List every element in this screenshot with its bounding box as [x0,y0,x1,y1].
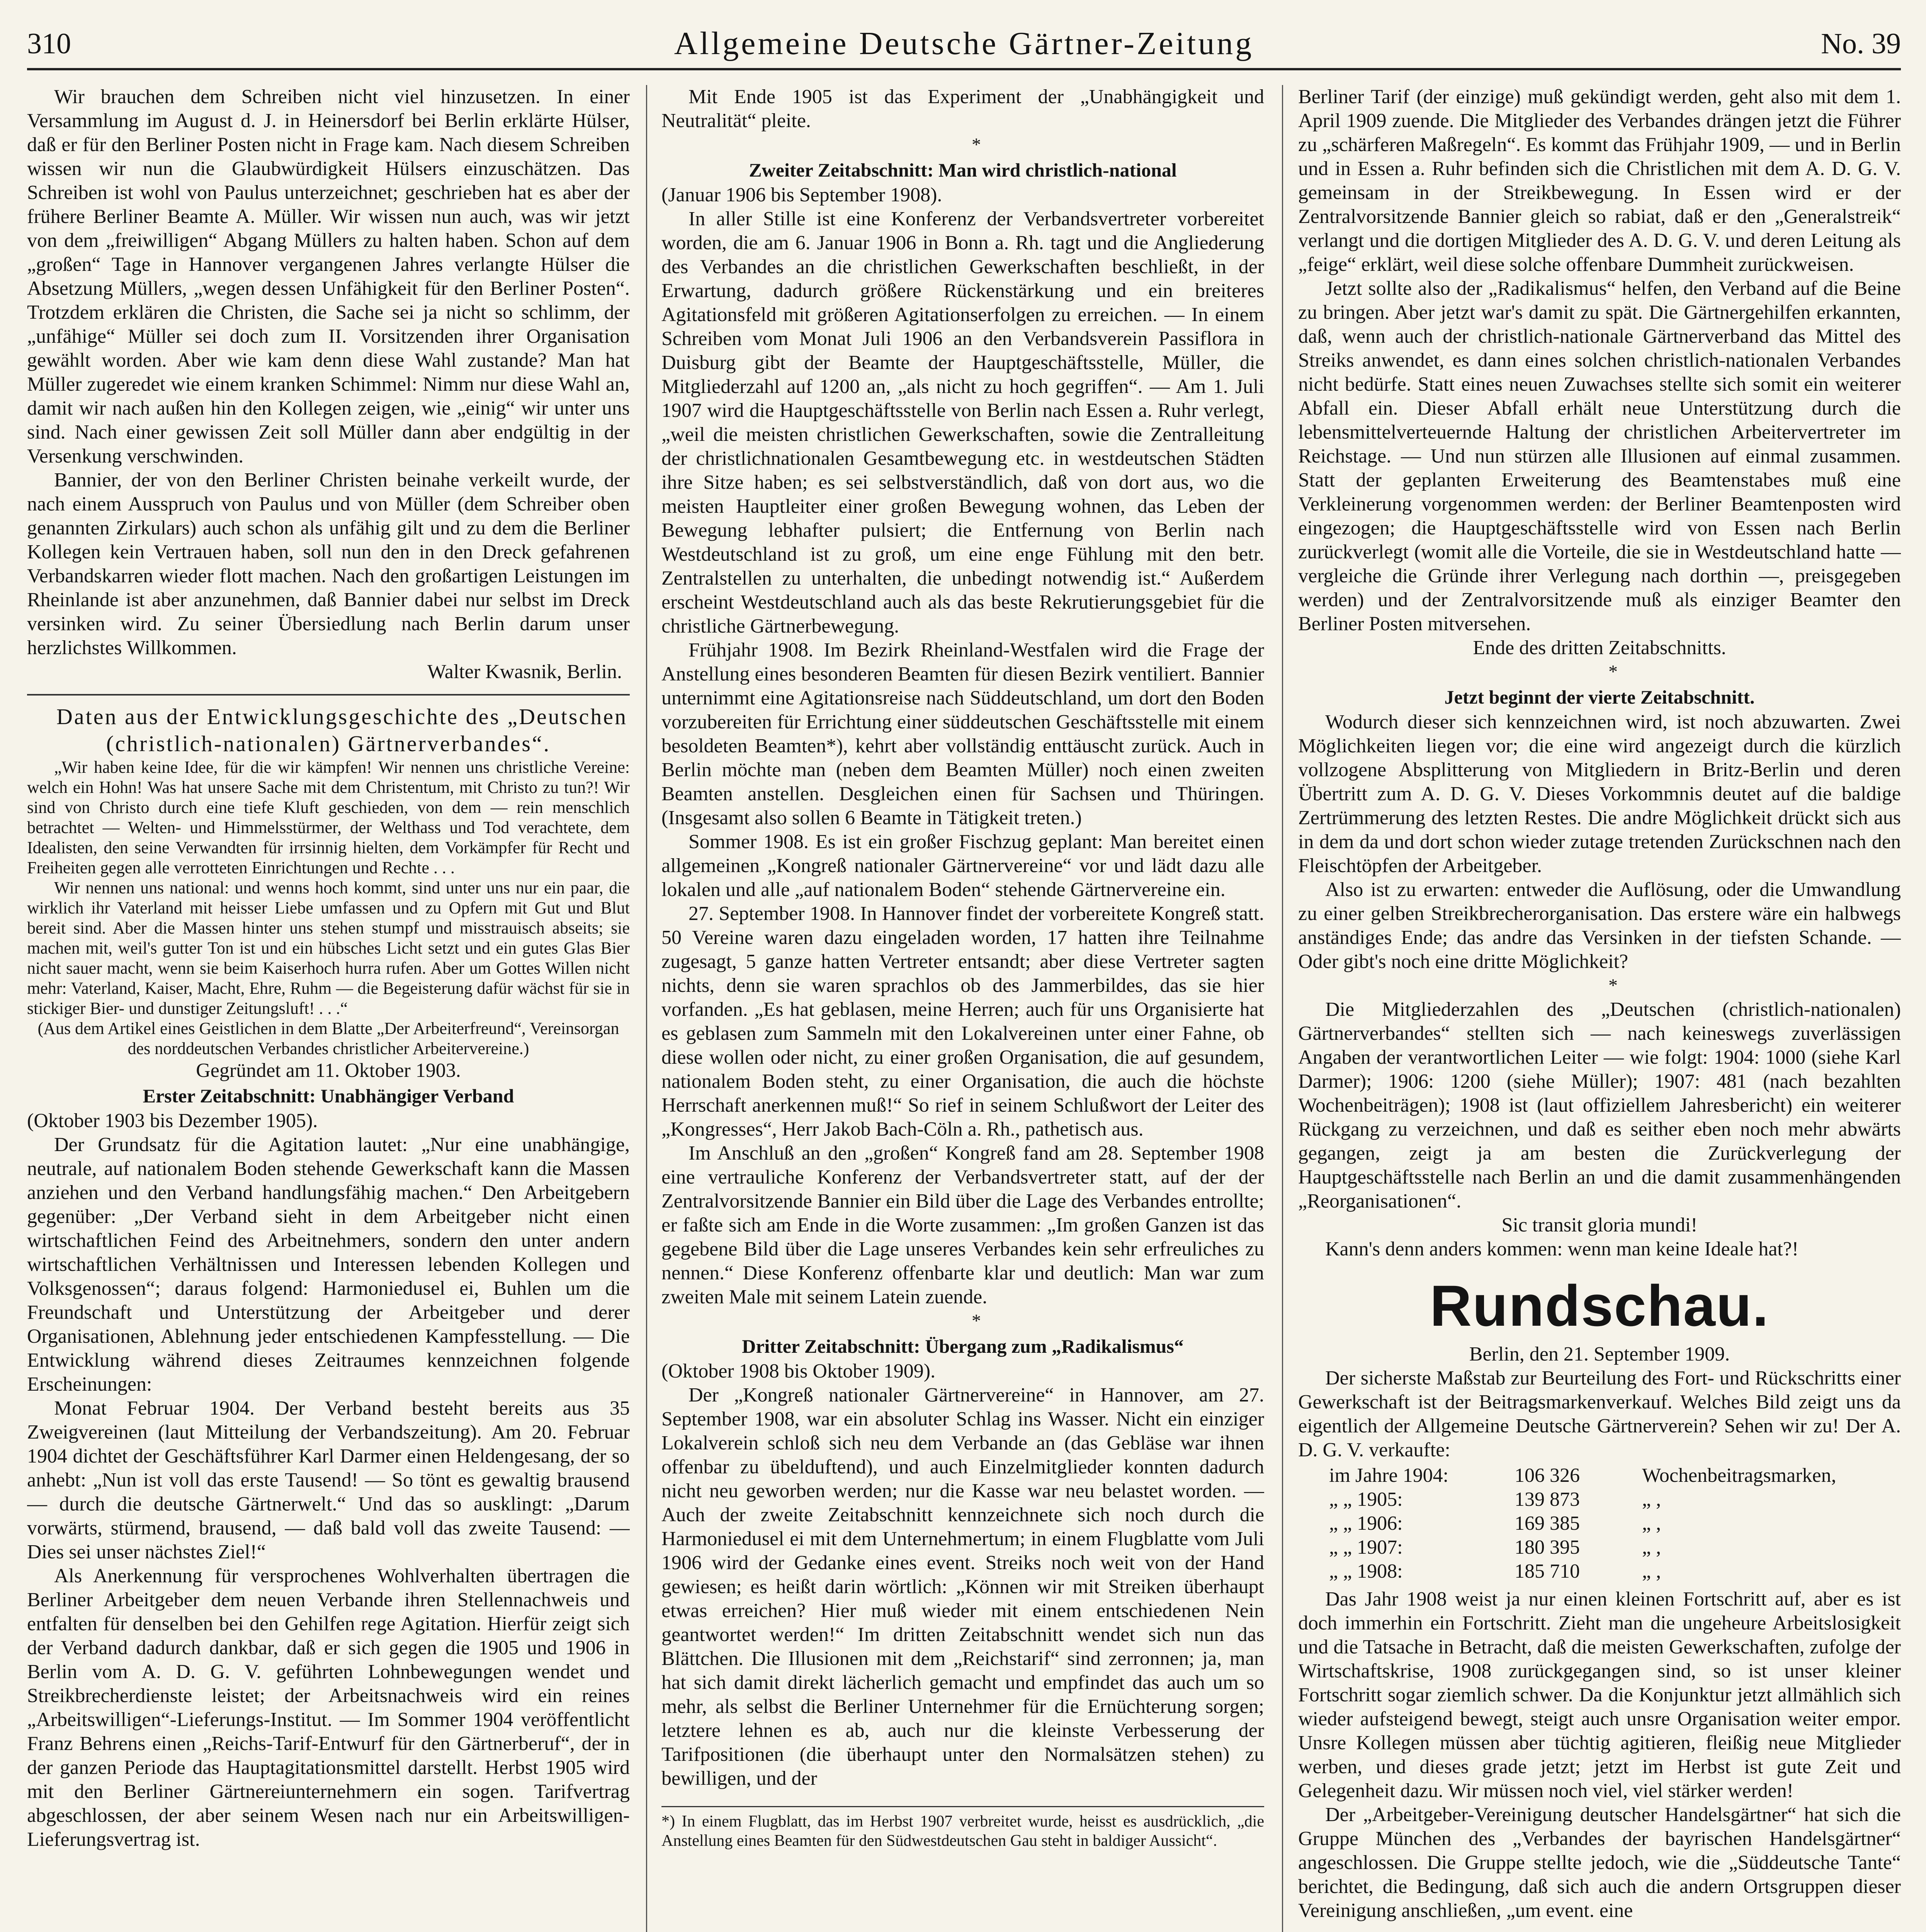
sales-value: 169 385 [1515,1512,1580,1534]
paragraph: Der „Arbeitgeber-Vereinigung deutscher Handelsgärtner“ hat sich die Gruppe München des „Verbandes der bayrischen Handelsgärtner“ angeschlossen. Die Gruppe stellte jedoch, wie die „Süddeutsche Tante“ berichtet, die Bedingung, daß sich auch die andern Ortsgruppen dieser Vereinigung anschließen, „um event. eine [1298,1804,1901,1922]
sales-row [1298,1488,1901,1512]
sales-year: „ „ 1905: [1329,1488,1403,1510]
sales-unit: „ , [1642,1560,1661,1582]
paragraph: Als Anerkennung für versprochenes Wohlverhalten übertragen die Berliner Arbeitgeber dem neuen Verbande ihren Stellennachweis und entfalten für denselben bei den Gehilfen rege Agitation. Hierfür zeigt sich der Verband dadurch dankbar, daß er sich gegen die 1905 und 1906 in Berlin vom A. D. G. V. geführten Lohnbewegungen wendet und Streikbrecherdienste leistet; der Arbeitsnachweis wird ein reines „Arbeitswilligen“-Lieferungs-Institut. — Im Sommer 1904 veröffentlicht Franz Behrens einen „Reichs-Tarif-Entwurf für den Gärtnerberuf“, der in der ganzen Periode das Hauptagitationsmittel darstellt. Herbst 1905 wird mit den Berliner Gärtnereiunternehmern ein sogen. Tarifvertrag abgeschlossen, der aber seinem Wesen nach nur ein Arbeitswilligen-Lieferungsvertrag ist. [27,1565,630,1850]
paragraph: Also ist zu erwarten: entweder die Auflösung, oder die Umwandlung zu einer gelben Streikbrecherorganisation. Das erstere wäre ein halbwegs anständiges Ende; das andre das Versinken in der tiefsten Schande. — Oder gibt's noch eine dritte Möglichkeit? [1298,879,1901,973]
paragraph: In aller Stille ist eine Konferenz der Verbandsvertreter vorbereitet worden, die am 6. Januar 1906 in Bonn a. Rh. tagt und die Angliederung des Verbandes an die christlichen Gewerkschaften beschließt, in der Erwartung, dadurch größere Rückenstärkung und ein breiteres Agitationsfeld mit größeren Agitationserfolgen zu erreichen. — In einem Schreiben vom Monat Juli 1906 an den Verbandsverein Passiflora in Duisburg gibt der Beamte der Hauptgeschäftsstelle, Müller, die Mitgliederzahl auf 1200 an, „als nicht zu hoch gegriffen“. — Am 1. Juli 1907 wird die Hauptgeschäftsstelle von Berlin nach Essen a. Ruhr verlegt, „weil die meisten christlichen Gewerkschaften, sowie die Zentralleitung der christlichnationalen Gesamtbewegung etc. in westdeutschen Städten ihre Sitze haben; es sei selbstverständlich, daß von dort aus, wo die meisten Hauptleiter einer großen Bewegung wohnen, das Leben der Bewegung lebhafter pulsiert; die Entfernung von Berlin nach Westdeutschland ist zu groß, um eine enge Fühlung mit den betr. Zentralstellen zu unterhalten, die unbedingt notwendig ist.“ Außerdem erscheint Westdeutschland auch als das beste Rekrutierungsgebiet für die christliche Gärtnerbewegung. [661,208,1264,637]
separator-star: * [1608,975,1618,996]
column-1 [27,85,630,1932]
paragraph: Mit Ende 1905 ist das Experiment der „Unabhängigkeit und Neutralität“ pleite. [661,86,1264,132]
newspaper-title: Allgemeine Deutsche Gärtner-Zeitung [674,26,1254,61]
paragraph: Kann's denn anders kommen: wenn man keine Ideale hat?! [1325,1238,1799,1260]
paragraph: Wir brauchen dem Schreiben nicht viel hinzusetzen. In einer Versammlung im August d. J. in Heinersdorf bei Berlin erklärte Hülser, daß er für den Berliner Posten nicht in Frage kam. Nach diesem Schreiben wissen wir nun die Glaubwürdigkeit Hülsers einzuschätzen. Das Schreiben ist wohl von Paulus unterzeichnet; geschrieben hat es aber der frühere Berliner Beamte A. Müller. Wir wissen nun auch, was wir jetzt von dem „freiwilligen“ Abgang Müllers zu halten haben. Schon auf dem „großen“ Tage in Hannover vergangenen Jahres verlangte Hülser die Absetzung Müllers, „wegen dessen Unfähigkeit für den Berliner Posten“. Trotzdem erklären die Christen, die Sache sei ja nicht so schlimm, der „unfähige“ Müller sei doch zum II. Vorsitzenden ihrer Organisation gewählt worden. Aber wie kam denn diese Wahl zustande? Man hat Müller zugeredet wie einem kranken Schimmel: Nimm nur diese Wahl an, damit wir nach außen hin den Kollegen zeigen, wie „einig“ wir unter uns sind. Nach einer gewissen Zeit soll Müller dann aber endgültig in der Versenkung verschwinden. [27,86,630,467]
sales-year: „ „ 1906: [1329,1512,1403,1534]
paragraph: Sommer 1908. Es ist ein großer Fischzug geplant: Man bereitet einen allgemeinen „Kongreß nationaler Gärtnervereine“ vor und lädt dazu alle lokalen und alle „auf nationalem Boden“ stehende Gärtnervereine ein. [661,831,1264,901]
paragraph: Sic transit gloria mundi! [1501,1214,1698,1236]
section-2-dates: (Januar 1906 bis September 1908). [661,184,942,206]
page-number: 310 [27,27,71,60]
sales-value: 180 395 [1515,1536,1580,1558]
article-heading: Daten aus der Entwicklungsgeschichte des „Deutschen (christlich-nationalen) Gärtnerverbandes“. [56,704,627,756]
separator-star: * [972,1311,981,1331]
footnote: *) In einem Flugblatt, das im Herbst 1907 verbreitet wurde, heisst es ausdrücklich, „die Anstellung eines Beamten für den Südwestdeutschen Gau steht in baldiger Aussicht“. [661,1806,1264,1850]
section-rule [27,694,630,696]
paragraph: Berliner Tarif (der einzige) muß gekündigt werden, geht also mit dem 1. April 1909 zuende. Die Mitglieder des Verbandes drängen jetzt die Führer zu „schärferen Maßregeln“. Es kommt das Frühjahr 1909, — und in Berlin und in Essen a. Ruhr befinden sich die Christlichen mit dem A. D. G. V. gemeinsam in der Streikbewegung. In Essen wird er der Zentralvorsitzende Bannier gleich so rabiat, daß er den „Generalstreik“ verlangt und die dortigen Mitglieder des A. D. G. V. und deren Leitung als „feige“ erklärt, weil diese solche offenbare Dummheit zurückweisen. [1298,86,1901,276]
section-4-title: Jetzt beginnt der vierte Zeitabschnitt. [1444,686,1755,708]
paragraph: Der Grundsatz für die Agitation lautet: „Nur eine unabhängige, neutrale, auf nationalem Boden stehende Gewerkschaft kann die Massen anziehen und den Verband handlungsfähig machen.“ Den Arbeitgebern gegenüber: „Der Verband sieht in dem Arbeitgeber nicht einen wirtschaftlichen Feind des Arbeitnehmers, sondern den unter andern wirtschaftlichen Verhältnissen und Interessen lebenden Kollegen und Volksgenossen“; daraus folgend: Harmoniedusel ei, Buhlen um die Freundschaft und Unterstützung der Arbeitgeber und derer Organisationen, Ablehnung jeder entschiedenen Kampfesstellung. — Die Entwicklung während dieses Zeitraumes kennzeichnen folgende Erscheinungen: [27,1134,630,1395]
sales-unit: Wochenbeitragsmarken, [1642,1464,1836,1486]
paragraph: Wodurch dieser sich kennzeichnen wird, ist noch abzuwarten. Zwei Möglichkeiten liegen vor; die eine wird angezeigt durch die kürzlich vollzogene Absplitterung von Mitgliedern in Britz-Berlin und deren Übertritt zum A. D. G. V. Dieses Vorkommnis deutet auf die baldige Zertrümmerung des letzten Restes. Die andre Möglichkeit drückt sich aus in dem da und dort schon wieder zutage tretenden Zurückschnen nach den Fleischtöpfen der Arbeitgeber. [1298,711,1901,877]
sales-unit: „ , [1642,1488,1661,1510]
paragraph: Die Mitgliederzahlen des „Deutschen (christlich-nationalen) Gärtnerverbandes“ stellten sich — nach keineswegs zuverlässigen Angaben der verantwortlichen Leiter — wie folgt: 1904: 1000 (siehe Karl Darmer); 1906: 1200 (siehe Müller); 1907: 481 (nach bezahlten Wochenbeiträgen); 1908 ist (laut offiziellem Jahresbericht) ein weiterer Rückgang zu verzeichnen, und daß es seither eben noch mehr abwärts gegangen, zeigt ja am besten die Zurückverlegung der Hauptgeschäftsstelle nach Berlin an und die damit zusammenhängenden „Reorganisationen“. [1298,998,1901,1212]
paragraph: Der sicherste Maßstab zur Beurteilung des Fort- und Rückschritts einer Gewerkschaft ist der Beitragsmarkenverkauf. Welches Bild zeigt uns da eigentlich der Allgemeine Deutsche Gärtnerverein? Sehen wir zu! Der A. D. G. V. verkaufte: [1298,1367,1901,1461]
sales-year: „ „ 1907: [1329,1536,1403,1558]
sales-value: 139 873 [1515,1488,1580,1510]
column-3 [1298,85,1901,1932]
section-3-dates: (Oktober 1908 bis Oktober 1909). [661,1360,936,1382]
sales-unit: „ , [1642,1536,1661,1558]
paragraph: Bannier, der von den Berliner Christen beinahe verkeilt wurde, der nach einem Ausspruch von Paulus und von Müller (dem Schreiber oben genannten Zirkulars) auch schon als unfähig gilt und zu dem die Berliner Kollegen kein Vertrauen haben, soll nun den in den Dreck gefahrenen Verbandskarren wieder flott machen. Nach den großartigen Leistungen im Rheinlande ist aber anzunehmen, daß Bannier dabei nur selbst im Dreck versinken wird. Zu seiner Übersiedlung nach Berlin darum unser herzlichstes Willkommen. [27,469,630,659]
column-divider-2 [1282,85,1283,1932]
paragraph: Frühjahr 1908. Im Bezirk Rheinland-Westfalen wird die Frage der Anstellung eines besonderen Beamten für diesen Bezirk ventiliert. Bannier unternimmt eine Agitationsreise nach Süddeutschland, um dort den Boden vorzubereiten für Errichtung einer süddeutschen Geschäftsstelle mit einem besoldeten Beamten*), kehrt aber vollständig enttäuscht zurück. Auch in Berlin möchte man (neben dem Beamten Müller) noch einen zweiten Beamten anstellen. Desgleichen einen für Sachsen und Thüringen. (Insgesamt also sollen 6 Beamte in Tätigkeit treten.) [661,639,1264,829]
section-3-end: Ende des dritten Zeitabschnitts. [1473,637,1726,659]
dateline: Berlin, den 21. September 1909. [1469,1343,1730,1365]
sales-table [1298,1464,1901,1583]
sales-row [1298,1512,1901,1536]
sales-row [1298,1464,1901,1488]
paragraph: 27. September 1908. In Hannover findet der vorbereitete Kongreß statt. 50 Vereine waren dazu eingeladen worden, 17 hatten ihre Teilnahme zugesagt, 5 ganze hatten Vertreter entsandt; aber diese Vertreter sagten nichts, denn sie waren sprachlos ob des Jammerbildes, das sie hier vorfanden. „Es hat geblasen, meine Herren; auch für uns Organisierte hat es geblasen zum Sammeln mit den Lokalvereinen unter einer Fahne, ob diese wollen oder nicht, zu einer großen Organisation, die auf gesundem, nationalem Boden steht, zu einer Organisation, die auch die höchste Herrschaft anerkennen muß!“ So rief in seinem Schlußwort der Leiter des „Kongresses“, Herr Jakob Bach-Cöln a. Rh., pathetisch aus. [661,903,1264,1140]
section-1-dates: (Oktober 1903 bis Dezember 1905). [27,1110,318,1132]
sales-value: 106 326 [1515,1464,1580,1486]
paragraph: Das Jahr 1908 weist ja nur einen kleinen Fortschritt auf, aber es ist doch immerhin ein Fortschritt. Zieht man die ungeheure Arbeitslosigkeit und die Tatsache in Betracht, daß die meisten Gewerkschaften, zufolge der Wirtschaftskrise, 1908 zurückgegangen sind, so ist unser kleiner Fortschritt sogar ziemlich schwer. Da die Konjunktur jetzt allmählich sich wieder aufsteigend bewegt, steigt auch unsre Organisation weiter empor. Unsre Kollegen müssen aber tüchtig agitieren, fleißig neue Mitglieder werben, und dieses grade jetzt; jetzt im Herbst ist gute Zeit und Gelegenheit dazu. Wir müssen noch viel, viel stärker werden! [1298,1588,1901,1802]
sales-unit: „ , [1642,1512,1661,1534]
paragraph: Jetzt sollte also der „Radikalismus“ helfen, den Verband auf die Beine zu bringen. Aber jetzt war's damit zu spät. Die Gärtnergehilfen erkannten, daß, wenn auch der christlich-nationale Gärtnerverband das Mittel des Streiks anwendet, es dann eines solchen christlich-nationalen Verbandes nicht bedürfe. Statt eines neuen Zuwachses stellte sich somit ein weiterer Abfall ein. Dieser Abfall erhält neue Unterstützung durch die lebensmittelverteuernde Haltung der christlichen Arbeitervertreter im Reichstage. — Und nun stürzen alle Illusionen auf einmal zusammen. Statt der geplanten Erweiterung des Beamtenstabes muß eine Verkleinerung vorgenommen werden: der Berliner Beamtenposten wird eingezogen; die Hauptgeschäftsstelle wird von Essen nach Berlin zurückverlegt (womit alle die Vorteile, die sie in Westdeutschland hatte — vergleiche die Gründe ihrer Verlegung nach dorthin —, preisgegeben werden) und der Zentralvorsitzende muß als einziger Beamter den Berliner Posten mitversehen. [1298,277,1901,635]
epigraph-quote: „Wir haben keine Idee, für die wir kämpfen! Wir nennen uns christliche Vereine: welch ein Hohn! Was hat unsere Sache mit dem Christentum, mit Christo zu tun?! Wir sind von Christo durch eine tiefe Kluft geschieden, von dem — rein menschlich betrachtet — Welten- und Himmelsstürmer, der Welthass und Tod verachtete, dem Idealisten, den seine Verwandten für irrsinnig hielten, dem Vorkämpfer für Recht und Freiheiten gegen alle verrotteten Einrichtungen und Rechte . . . [27,758,630,877]
paragraph: Monat Februar 1904. Der Verband besteht bereits aus 35 Zweigvereinen (laut Mitteilung der Verbandszeitung). Am 20. Februar 1904 dichtet der Geschäftsführer Karl Darmer einen Heldengesang, der so anhebt: „Nun ist voll das erste Tausend! — So tönt es gewaltig brausend — durch die deutsche Gärtnerwelt.“ Und das so ausklingt: „Darum vorwärts, stürmend, brausend, — daß bald voll das zweite Tausend: — Dies sei unser nächstes Ziel!“ [27,1397,630,1563]
quote-source: (Aus dem Artikel eines Geistlichen in dem Blatte „Der Arbeiterfreund“, Vereinsorgan des norddeutschen Verbandes christlicher Arbeitervereine.) [37,1019,619,1058]
separator-star: * [1608,662,1618,682]
founding-date: Gegründet am 11. Oktober 1903. [196,1060,461,1082]
column-2 [661,85,1264,1932]
author-signature: Walter Kwasnik, Berlin. [427,661,622,683]
paragraph: Der „Kongreß nationaler Gärtnervereine“ in Hannover, am 27. September 1908, war ein absoluter Schlag ins Wasser. Nicht ein einziger Lokalverein schloß sich neu dem Verbande an (das Gebläse war ihnen offenbar zu übelduftend), und auch Einzelmitglieder konnten dadurch nicht neu geworben werden; nur die Kasse war neu belastet worden. — Auch der zweite Zeitabschnitt kennzeichnete sich noch durch die Harmoniedusel ei mit dem Unternehmertum; in einem Flugblatte vom Juli 1906 wird der Gedanke eines event. Streiks noch weit von der Hand gewiesen; es heißt darin wörtlich: „Können wir mit Streiken überhaupt etwas erreichen? Hier muß wieder mit einem entschiedenen Nein geantwortet werden!“ Im dritten Zeitabschnitt wendet sich nun das Blättchen. Die Illusionen mit dem „Reichstarif“ sind zerronnen; ja, man hat sich damit direkt lächerlich gemacht und empfindet das auch um so mehr, als selbst die Berliner Unternehmer für die Ernüchterung sorgen; letztere lehnen es ab, auch nur die kleinste Verbesserung der Tarifpositionen (die überhaupt unter den Normalsätzen stehen) zu bewilligen, und der [661,1384,1264,1789]
sales-row [1298,1536,1901,1560]
section-1-title: Erster Zeitabschnitt: Unabhängiger Verband [143,1085,514,1107]
epigraph-quote-continued: Wir nennen uns national: und wenns hoch kommt, sind unter uns nur ein paar, die wirklich ihr Vaterland mit heisser Liebe umfassen und zu Opfern mit Gut und Blut bereit sind. Aber die Massen hinter uns stehen stumpf und misstrauisch abseits; sie machen mit, weil's gutter Ton ist und ein hübsches Licht setzt und ein gutes Glas Bier nicht sauer macht, wenn sie beim Kaiserhoch hurra rufen. Aber um Gottes Willen nicht mehr: Vaterland, Kaiser, Macht, Ehre, Ruhm — die Begeisterung dafür wächst für sie in stickiger Bier- und dunstiger Zeitungsluft! . . .“ [27,878,630,1018]
paragraph: Im Anschluß an den „großen“ Kongreß fand am 28. September 1908 eine vertrauliche Konferenz der Verbandsvertreter statt, auf der der Zentralvorsitzende Bannier ein Bild über die Lage des Verbandes entrollte; er faßte sich am Ende in die Worte zusammen: „Im großen Ganzen ist das gegebene Bild über die Lage unseres Verbandes kein sehr erfreuliches zu nennen.“ Diese Konferenz offenbarte klar und deutlich: Man war zum zweiten Male mit seinem Latein zuende. [661,1142,1264,1308]
rundschau-heading: Rundschau. [1430,1273,1770,1338]
sales-value: 185 710 [1515,1560,1580,1582]
separator-star: * [972,134,981,155]
section-3-title: Dritter Zeitabschnitt: Übergang zum „Radikalismus“ [742,1335,1184,1357]
column-divider-1 [646,85,647,1932]
page-header [27,23,1901,70]
sales-year: im Jahre 1904: [1329,1464,1449,1486]
section-2-title: Zweiter Zeitabschnitt: Man wird christlich-national [749,159,1177,181]
issue-number: No. 39 [1821,27,1901,60]
sales-row [1298,1560,1901,1583]
header-rule [27,68,1901,70]
sales-year: „ „ 1908: [1329,1560,1403,1582]
